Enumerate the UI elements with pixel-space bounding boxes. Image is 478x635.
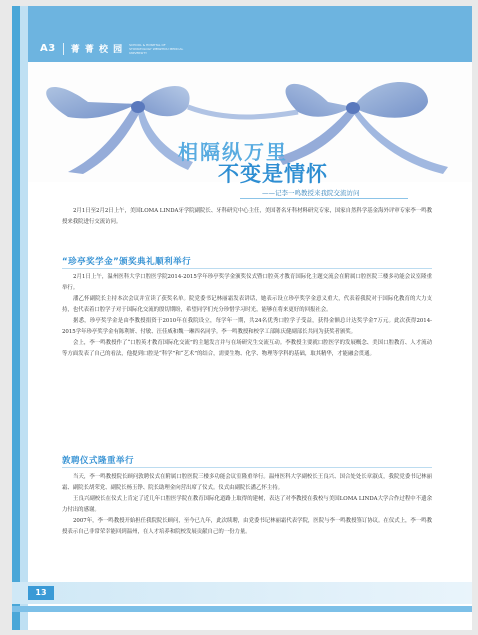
intro-text: 2月1日至2月2日上午，美国LOMA LINDA牙学院副院长、牙科研究中心主任，美国著名牙科材料研究专家，国家自然科学基金海外评审专家李一鸣教授来我院进行交流访问。 [62,208,432,225]
brand-code: A3 [40,43,56,54]
hero-title-line2: 不变是情怀 [218,162,328,186]
page-number: 13 [28,586,54,600]
left-stripe [12,6,28,630]
section-body-scholarship [62,272,432,360]
footer-line [12,606,472,612]
subtitle-rule [240,198,408,199]
heading-rule [62,467,432,468]
brand [40,42,189,55]
hero-image [28,62,472,186]
heading-rule [62,268,432,269]
brand-separator [63,43,64,55]
section-body-appointment [62,472,432,538]
paragraph: 据悉，珍亭奖学金是由李教授捐资于2010年在我院设立，每学年一期，共24名优秀口腔学子受益，获得金额总计达奖学金7万元。此次获得2014-2015学年珍亭奖学金有陈利妍、付敏、汪佳威和魏一琳四名同学。李一鸣教授和校学工部陈庆健副部长共同为获奖者颁奖。 [62,318,432,335]
paragraph: 2月1日上午，温州医科大学口腔医学院2014-2015学年珍亭奖学金颁奖仪式暨口腔英才教育国际化主题交流会在附属口腔医院三楼多功能会议室隆重举行。 [62,274,432,291]
footer-band [12,582,472,604]
paragraph: 2007年，李一鸣教授开始担任我院院长顾问，至今已九年，此次续聘，由党委书记林丽霜代表学院，医院与李一鸣教授签订协议。在仪式上，李一鸣教授表示自己非常荣幸能回到温州，在人才培养和院校发展贡献自己的一份力量。 [62,518,432,535]
section-heading-scholarship: “珍亭奖学金”颁奖典礼顺利举行 [62,257,192,267]
paragraph: 王良兴副校长在仪式上肯定了近几年口腔医学院在教育国际化道路上取得的建树，表达了对李教授在我校与美国LOMA LINDA大学合作过程中不遗余力付出的感谢。 [62,496,432,513]
brand-subtitle: SCHOOL & HOSPITAL OF STOMATOLOGY WENZHOU MEDICAL UNIVERSITY [129,42,184,55]
article-subtitle: ——记李一鸣教授来我院交流访问 [262,189,360,197]
intro-paragraph [62,206,432,228]
section-heading-appointment: 敦聘仪式隆重举行 [62,456,135,466]
magazine-page [12,6,472,630]
hero-title-line1: 相隔纵万里 [178,140,288,164]
brand-name: 菁 菁 校 园 [70,45,124,55]
paragraph: 会上，李一鸣教授作了“口腔英才教育国际化交流”的主题发言并与在场研究生交流互动。李教授主要就口腔医学的发展概念、美国口腔教育、人才流动等方面发表了自己的看法，他提到口腔是“科学”和“艺术”的结合，需要生物、化学、物理等学科的基础，取其精华，才能融会贯通。 [62,340,432,357]
paragraph: 当天，李一鸣教授院长顾问敦聘仪式在附属口腔医院三楼多功能会议室隆重举行。温州医科大学副校长王良兴、国合处处长章淑贞，我院党委书记林丽霜、副院长胡荣党、副院长杨玉铮、院长助理金向营出席了仪式。仪式由副院长潘乙怀主持。 [62,474,432,491]
paragraph: 潘乙怀副院长主持本次会议并宣读了获奖名单。院党委书记林丽霜发表讲话，她表示设立珍亭奖学金意义重大，代表着我院对于国际化教育的大力支持，也代表着口腔学子对于国际化交流的殷切期盼，希望同学们充分珍惜学习时光，能够在将来更好的回报社会。 [62,296,432,313]
